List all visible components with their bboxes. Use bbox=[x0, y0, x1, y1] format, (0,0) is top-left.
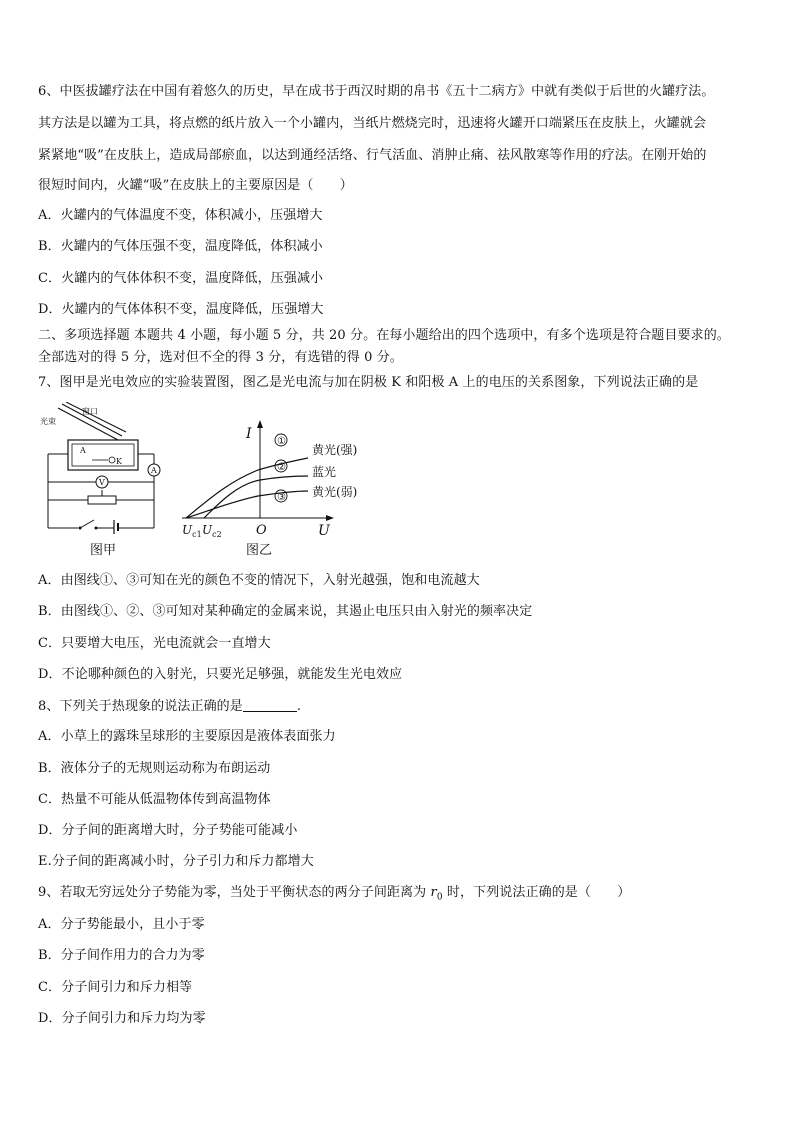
section2-instruction-line-2: 全部选对的得 5 分，选对但不全的得 3 分，有选错的得 0 分。 bbox=[38, 350, 403, 365]
q8-option-e: E.分子间的距离减小时，分子引力和斥力都增大 bbox=[38, 854, 314, 869]
q7-option-a: A．由图线①、③可知在光的颜色不变的情况下，入射光越强，饱和电流越大 bbox=[38, 573, 480, 588]
anode-label: A bbox=[80, 446, 86, 455]
q9-option-b: B．分子间作用力的合力为零 bbox=[38, 948, 205, 963]
uc2-label: $U_{c2}$ bbox=[202, 523, 222, 539]
figure-b-iu-graph bbox=[178, 420, 374, 542]
q7-option-b: B．由图线①、②、③可知对某种确定的金属来说，其遏止电压只由入射光的频率决定 bbox=[38, 604, 533, 619]
light-beam-label: 光束 bbox=[40, 417, 56, 426]
q9-option-a: A．分子势能最小，且小于零 bbox=[38, 917, 205, 932]
q6-stem-line-2: 其方法是以罐为工具，将点燃的纸片放入一个小罐内，当纸片燃烧完时，迅速将火罐开口端紧压在皮肤上，火罐就会 bbox=[38, 116, 707, 131]
q6-option-c: C．火罐内的气体体积不变，温度降低，压强减小 bbox=[38, 271, 324, 286]
curve-2-name: 蓝光 bbox=[312, 465, 337, 479]
q9-option-d: D．分子间引力和斥力均为零 bbox=[38, 1011, 206, 1026]
section2-instruction-line-1: 二、多项选择题 本题共 4 小题，每小题 5 分，共 20 分。在每小题给出的四个选项中，有多个选项是符合题目要求的。 bbox=[38, 328, 730, 343]
figure-b-caption: 图乙 bbox=[246, 543, 273, 558]
figure-a-caption: 图甲 bbox=[90, 543, 117, 558]
answer-blank bbox=[243, 697, 297, 712]
x-axis-label: U bbox=[318, 523, 330, 539]
curve-yellow-strong bbox=[186, 458, 308, 518]
window-label: 窗口 bbox=[82, 407, 98, 416]
q6-option-b: B．火罐内的气体压强不变，温度降低，体积减小 bbox=[38, 239, 323, 254]
q7-stem: 7、图甲是光电效应的实验装置图，图乙是光电流与加在阴极 K 和阳极 A 上的电压的关系图象，下列说法正确的是 bbox=[38, 375, 699, 390]
q8-option-a: A．小草上的露珠呈球形的主要原因是液体表面张力 bbox=[38, 729, 336, 744]
curve-yellow-weak bbox=[186, 491, 308, 518]
q9-option-c: C．分子间引力和斥力相等 bbox=[38, 980, 193, 995]
q7-option-d: D．不论哪种颜色的入射光，只要光足够强，就能发生光电效应 bbox=[38, 667, 403, 682]
voltmeter-label: V bbox=[99, 478, 105, 487]
uc1-label: $U_{c1}$ bbox=[182, 523, 202, 539]
curve-1-name: 黄光(强) bbox=[312, 443, 358, 457]
ammeter-label: A bbox=[151, 466, 157, 475]
curve-3-marker: ③ bbox=[277, 492, 286, 503]
cathode-label: K bbox=[116, 457, 122, 466]
curve-2-marker: ② bbox=[277, 462, 286, 473]
q6-option-a: A．火罐内的气体温度不变，体积减小，压强增大 bbox=[38, 208, 323, 223]
q8-stem: 8、下列关于热现象的说法正确的是 . bbox=[38, 699, 302, 714]
q6-stem-line-1: 6、中医拔罐疗法在中国有着悠久的历史，早在成书于西汉时期的帛书《五十二病方》中就有类似于后世的火罐疗法。 bbox=[38, 84, 715, 99]
q8-option-b: B．液体分子的无规则运动称为布朗运动 bbox=[38, 761, 271, 776]
curve-1-marker: ① bbox=[277, 436, 286, 447]
origin-label: O bbox=[256, 523, 267, 538]
q8-option-d: D．分子间的距离增大时，分子势能可能减小 bbox=[38, 823, 298, 838]
curve-3-name: 黄光(弱) bbox=[312, 485, 358, 499]
q8-option-c: C．热量不可能从低温物体传到高温物体 bbox=[38, 792, 271, 807]
y-axis-label: I bbox=[246, 426, 252, 442]
q6-option-d: D．火罐内的气体体积不变，温度降低，压强增大 bbox=[38, 302, 324, 317]
q6-stem-line-3: 紧紧地“吸”在皮肤上，造成局部瘀血，以达到通经活络、行气活血、消肿止痛、祛风散寒等作用的疗法。在刚开始的 bbox=[38, 148, 707, 163]
q7-option-c: C．只要增大电压，光电流就会一直增大 bbox=[38, 636, 271, 651]
q6-stem-line-4: 很短时间内，火罐“吸”在皮肤上的主要原因是（ ） bbox=[38, 178, 353, 193]
q9-stem: 9、若取无穷远处分子势能为零，当处于平衡状态的两分子间距离为 $r_0$ 时，下列说法正确的是（ ） bbox=[38, 885, 631, 903]
figure-a-circuit bbox=[38, 402, 162, 534]
